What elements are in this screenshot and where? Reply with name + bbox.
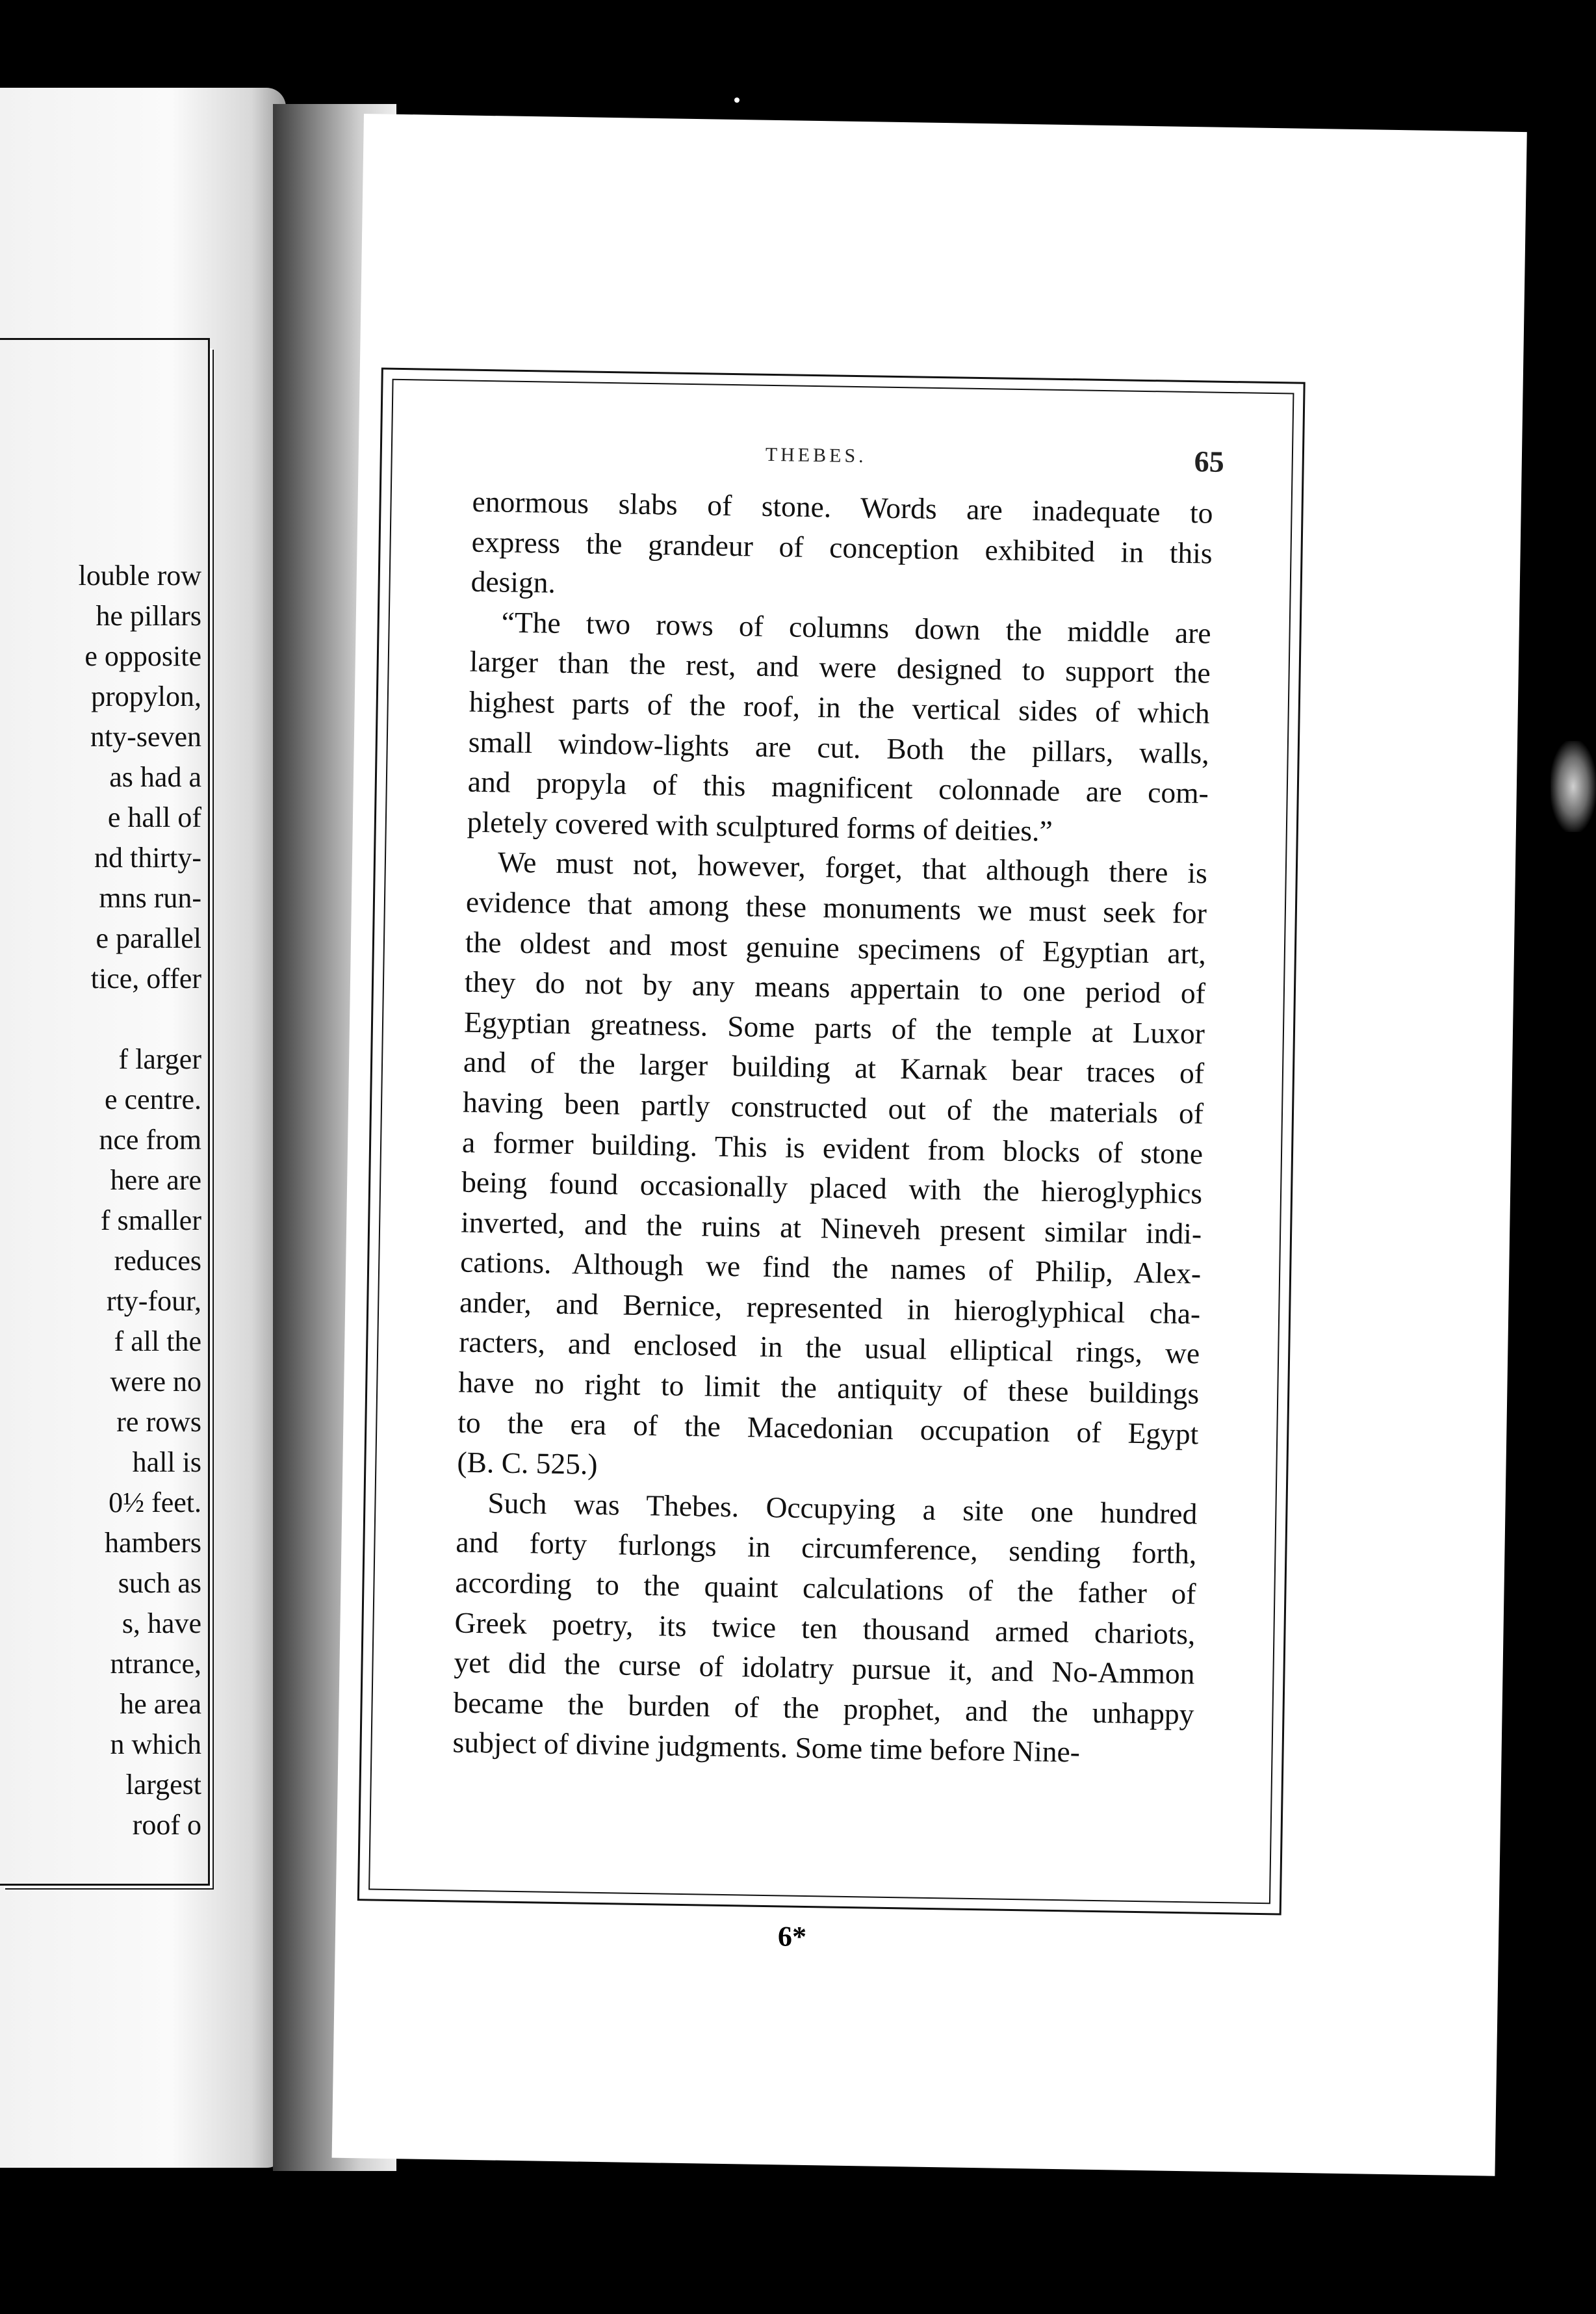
text-line: having been partly constructed out of the materials of — [462, 1085, 1204, 1130]
text-line: larger than the rest, and were designed to support the — [469, 645, 1211, 690]
text-line: a former building. This is evident from blocks of stone — [461, 1125, 1203, 1170]
text-line: evidence that among these monuments we must seek for — [465, 885, 1207, 930]
previous-page-line: nd thirty- — [94, 842, 201, 874]
text-line: became the burden of the prophet, and the unhappy — [453, 1685, 1194, 1731]
paragraph — [452, 1482, 1198, 1774]
text-line: express the grandeur of conception exhibited in this — [471, 525, 1213, 570]
previous-page-line: roof o — [132, 1809, 201, 1841]
text-line: enormous slabs of stone. Words are inadequate to — [472, 484, 1213, 530]
text-line: to the era of the Macedonian occupation of Egypt — [457, 1405, 1199, 1451]
text-line: yet did the curse of idolatry pursue it, and No-Ammon — [454, 1645, 1195, 1691]
previous-page-line: s, have — [122, 1607, 201, 1639]
previous-page-line: tice, offer — [90, 963, 201, 994]
previous-page-line: hall is — [132, 1446, 201, 1478]
previous-page-line: e parallel — [96, 922, 201, 954]
page-border-outer — [357, 367, 1306, 1953]
previous-page-line: were no — [110, 1366, 201, 1398]
text-line: highest parts of the roof, in the vertical sides of which — [469, 684, 1211, 730]
previous-page-line: f all the — [114, 1325, 201, 1357]
text-line: Greek poetry, its twice ten thousand armed chariots, — [454, 1606, 1196, 1651]
text-line: and propyla of this magnificent colonnade are com- — [467, 764, 1209, 810]
text-line: cations. Although we find the names of Philip, Alex- — [459, 1245, 1202, 1290]
previous-page-line: f larger — [118, 1043, 201, 1075]
text-line: subject of divine judgments. Some time before Nine- — [452, 1725, 1081, 1769]
signature-mark: 6* — [777, 1920, 807, 1953]
dust-speck — [734, 98, 740, 103]
text-line: ander, and Bernice, represented in hieroglyphical cha- — [459, 1285, 1201, 1331]
text-line: have no right to limit the antiquity of these buildings — [457, 1365, 1200, 1410]
text-line: inverted, and the ruins at Nineveh present similar indi- — [460, 1205, 1202, 1251]
previous-page — [0, 88, 286, 2168]
text-line: design. — [470, 564, 556, 599]
dust-speck — [1066, 169, 1070, 173]
previous-page-line: 0½ feet. — [109, 1487, 201, 1518]
text-line: being found occasionally placed with the hieroglyphics — [461, 1165, 1203, 1210]
text-line: the oldest and most genuine specimens of Egyptian art, — [465, 925, 1207, 970]
paragraph — [467, 601, 1211, 853]
text-line: small window-lights are cut. Both the pillars, walls, — [468, 725, 1210, 770]
previous-page-line: e hall of — [107, 801, 201, 833]
previous-page-text — [79, 556, 201, 1845]
text-line: racters, and enclosed in the usual elliptical rings, we — [458, 1325, 1200, 1370]
previous-page-line: hambers — [104, 1527, 201, 1559]
text-line: “The two rows of columns down the middle are — [501, 605, 1212, 650]
previous-page-line: rty-four, — [106, 1285, 201, 1317]
previous-page-line: ntrance, — [110, 1648, 201, 1680]
previous-page-line: louble row — [78, 560, 201, 592]
edge-ornament — [1551, 741, 1596, 832]
page-number: 65 — [1194, 445, 1225, 478]
text-line: according to the quaint calculations of the father of — [455, 1565, 1196, 1611]
previous-page-line: nty-seven — [90, 721, 201, 753]
paragraph — [457, 842, 1207, 1494]
text-line: Such was Thebes. Occupying a site one hundred — [487, 1486, 1198, 1531]
running-title: THEBES. — [765, 443, 867, 467]
previous-page-line: n which — [110, 1728, 201, 1760]
paragraph — [470, 482, 1213, 614]
previous-page-line: largest — [125, 1769, 201, 1800]
previous-page-line: such as — [118, 1567, 201, 1599]
previous-page-line: nce from — [99, 1124, 201, 1156]
text-line: We must not, however, forget, that although there is — [497, 845, 1208, 890]
previous-page-line: e centre. — [105, 1084, 201, 1115]
previous-page-line — [79, 999, 201, 1039]
text-line: pletely covered with sculptured forms of deities.” — [467, 805, 1053, 848]
previous-page-line: f smaller — [100, 1204, 201, 1236]
text-line: and forty furlongs in circumference, sending forth, — [456, 1525, 1197, 1570]
previous-page-line: propylon, — [91, 681, 201, 712]
text-line: and of the larger building at Karnak bear traces of — [463, 1045, 1205, 1090]
previous-page-line: mns run- — [99, 882, 201, 914]
previous-page-line: as had a — [109, 761, 201, 793]
text-line: (B. C. 525.) — [457, 1445, 598, 1481]
previous-page-line: he area — [120, 1688, 201, 1720]
previous-page-line: he pillars — [96, 600, 201, 632]
previous-page-line: re rows — [116, 1406, 201, 1438]
previous-page-line: here are — [110, 1164, 201, 1196]
previous-page-line: e opposite — [84, 640, 201, 672]
text-line: Egyptian greatness. Some parts of the temple at Luxor — [463, 1005, 1205, 1050]
text-line: they do not by any means appertain to one period of — [464, 965, 1206, 1010]
current-page — [332, 114, 1527, 2176]
previous-page-line: reduces — [114, 1245, 201, 1277]
body-text — [452, 482, 1213, 1774]
